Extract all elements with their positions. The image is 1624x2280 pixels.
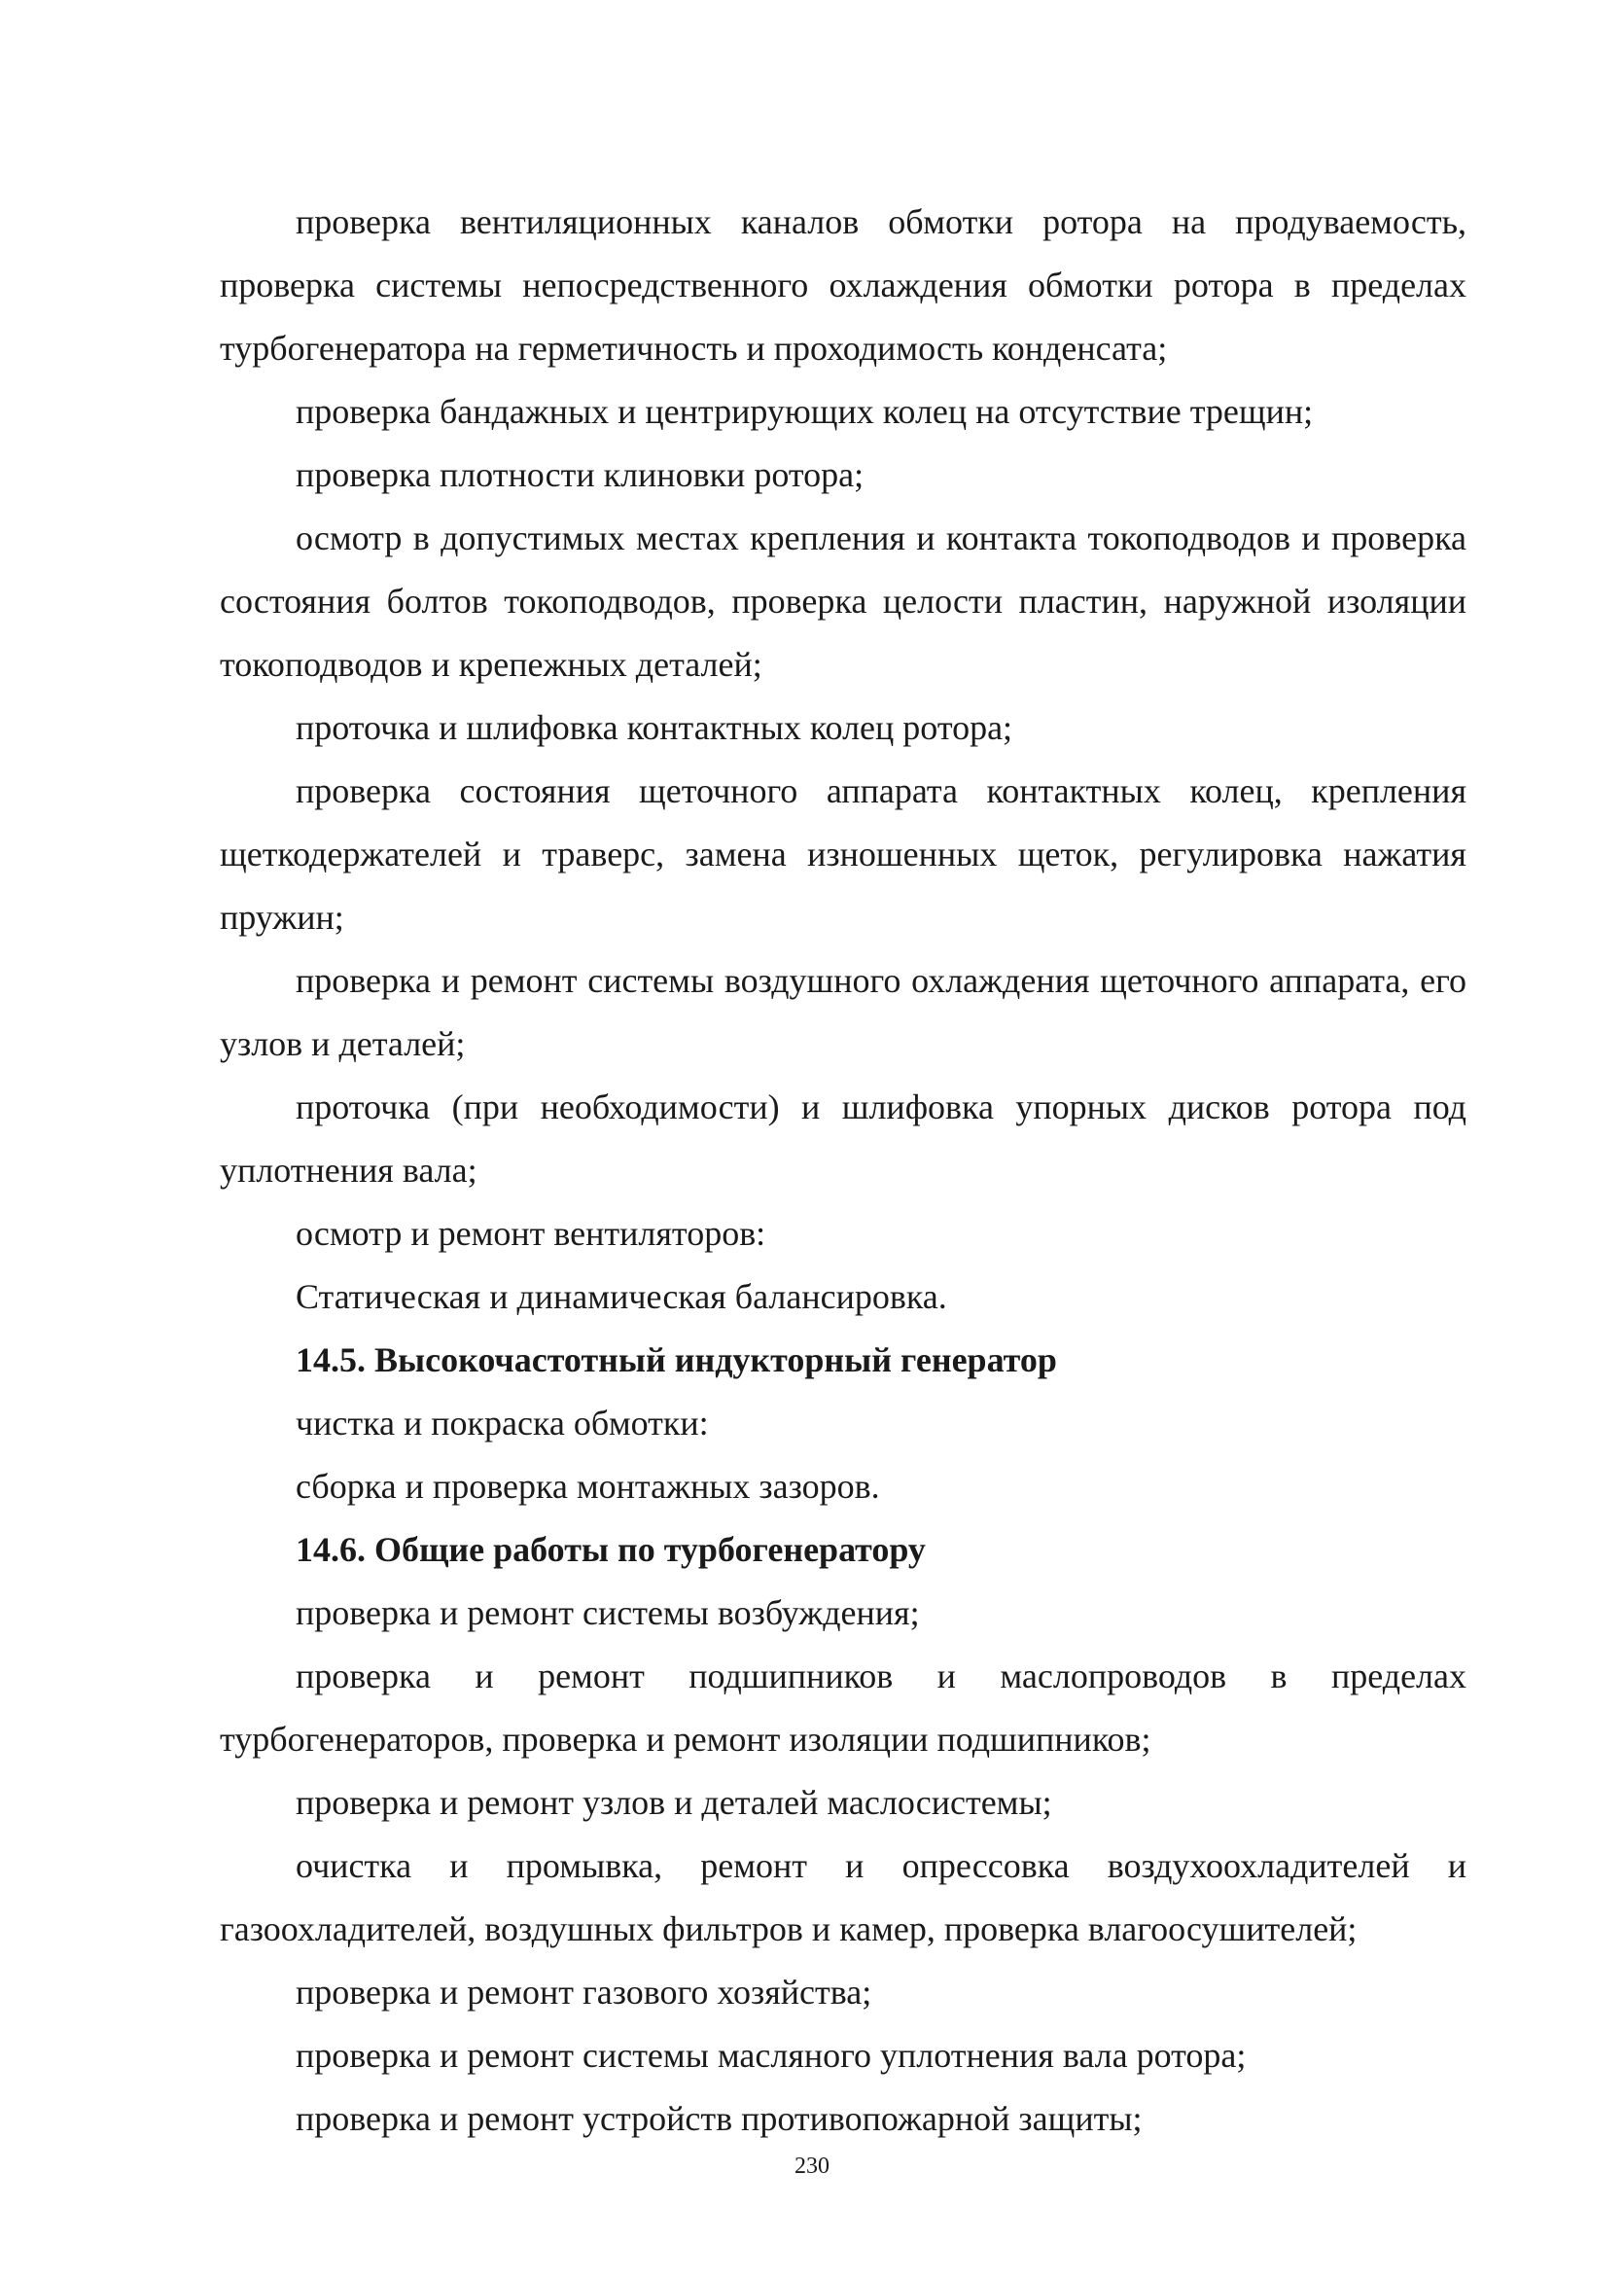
list-item: осмотр и ремонт вентиляторов: — [296, 1214, 766, 1253]
list-item: проверка бандажных и центрирующих колец на отсутствие трещин; — [296, 392, 1314, 431]
list-item: проверка плотности клиновки ротора; — [296, 455, 865, 494]
list-item: проверка и ремонт устройств противопожарной защиты; — [296, 2099, 1143, 2138]
paragraph: проверка вентиляционных каналов обмотки ротора на продуваемость, проверка системы непосредственного охлаждения обмотки ротора в пределах турбогенератора на герметичность и проходимость конденсата; — [220, 202, 1466, 368]
list-item: проверка и ремонт узлов и деталей маслосистемы; — [296, 1783, 1052, 1822]
list-item: проверка и ремонт системы масляного уплотнения вала ротора; — [296, 2036, 1247, 2075]
paragraph: очистка и промывка, ремонт и опрессовка воздухоохладителей и газоохладителей, воздушных фильтров и камер, проверка влагоосушителей; — [220, 1846, 1466, 1948]
list-item: чистка и покраска обмотки: — [296, 1404, 709, 1443]
page-number: 230 — [794, 2154, 830, 2179]
paragraph: проточка (при необходимости) и шлифовка упорных дисков ротора под уплотнения вала; — [220, 1087, 1466, 1190]
paragraph: осмотр в допустимых местах крепления и контакта токоподводов и проверка состояния болтов токоподводов, проверка целости пластин, наружной изоляции токоподводов и крепежных деталей; — [220, 518, 1466, 684]
list-item: Статическая и динамическая балансировка. — [296, 1277, 947, 1316]
list-item: проверка и ремонт газового хозяйства; — [296, 1973, 872, 2012]
paragraph: проверка и ремонт подшипников и маслопроводов в пределах турбогенераторов, проверка и ремонт изоляции подшипников; — [220, 1657, 1466, 1759]
paragraph: проверка состояния щеточного аппарата контактных колец, крепления щеткодержателей и траверс, замена изношенных щеток, регулировка нажатия пружин; — [220, 771, 1466, 937]
list-item: сборка и проверка монтажных зазоров. — [296, 1467, 880, 1506]
list-item: проверка и ремонт системы возбуждения; — [296, 1593, 920, 1632]
paragraph: проверка и ремонт системы воздушного охлаждения щеточного аппарата, его узлов и деталей; — [220, 961, 1466, 1063]
document-body — [220, 191, 1466, 2151]
section-heading: 14.6. Общие работы по турбогенератору — [296, 1530, 926, 1569]
list-item: проточка и шлифовка контактных колец ротора; — [296, 708, 1013, 747]
section-heading: 14.5. Высокочастотный индукторный генератор — [296, 1340, 1057, 1379]
